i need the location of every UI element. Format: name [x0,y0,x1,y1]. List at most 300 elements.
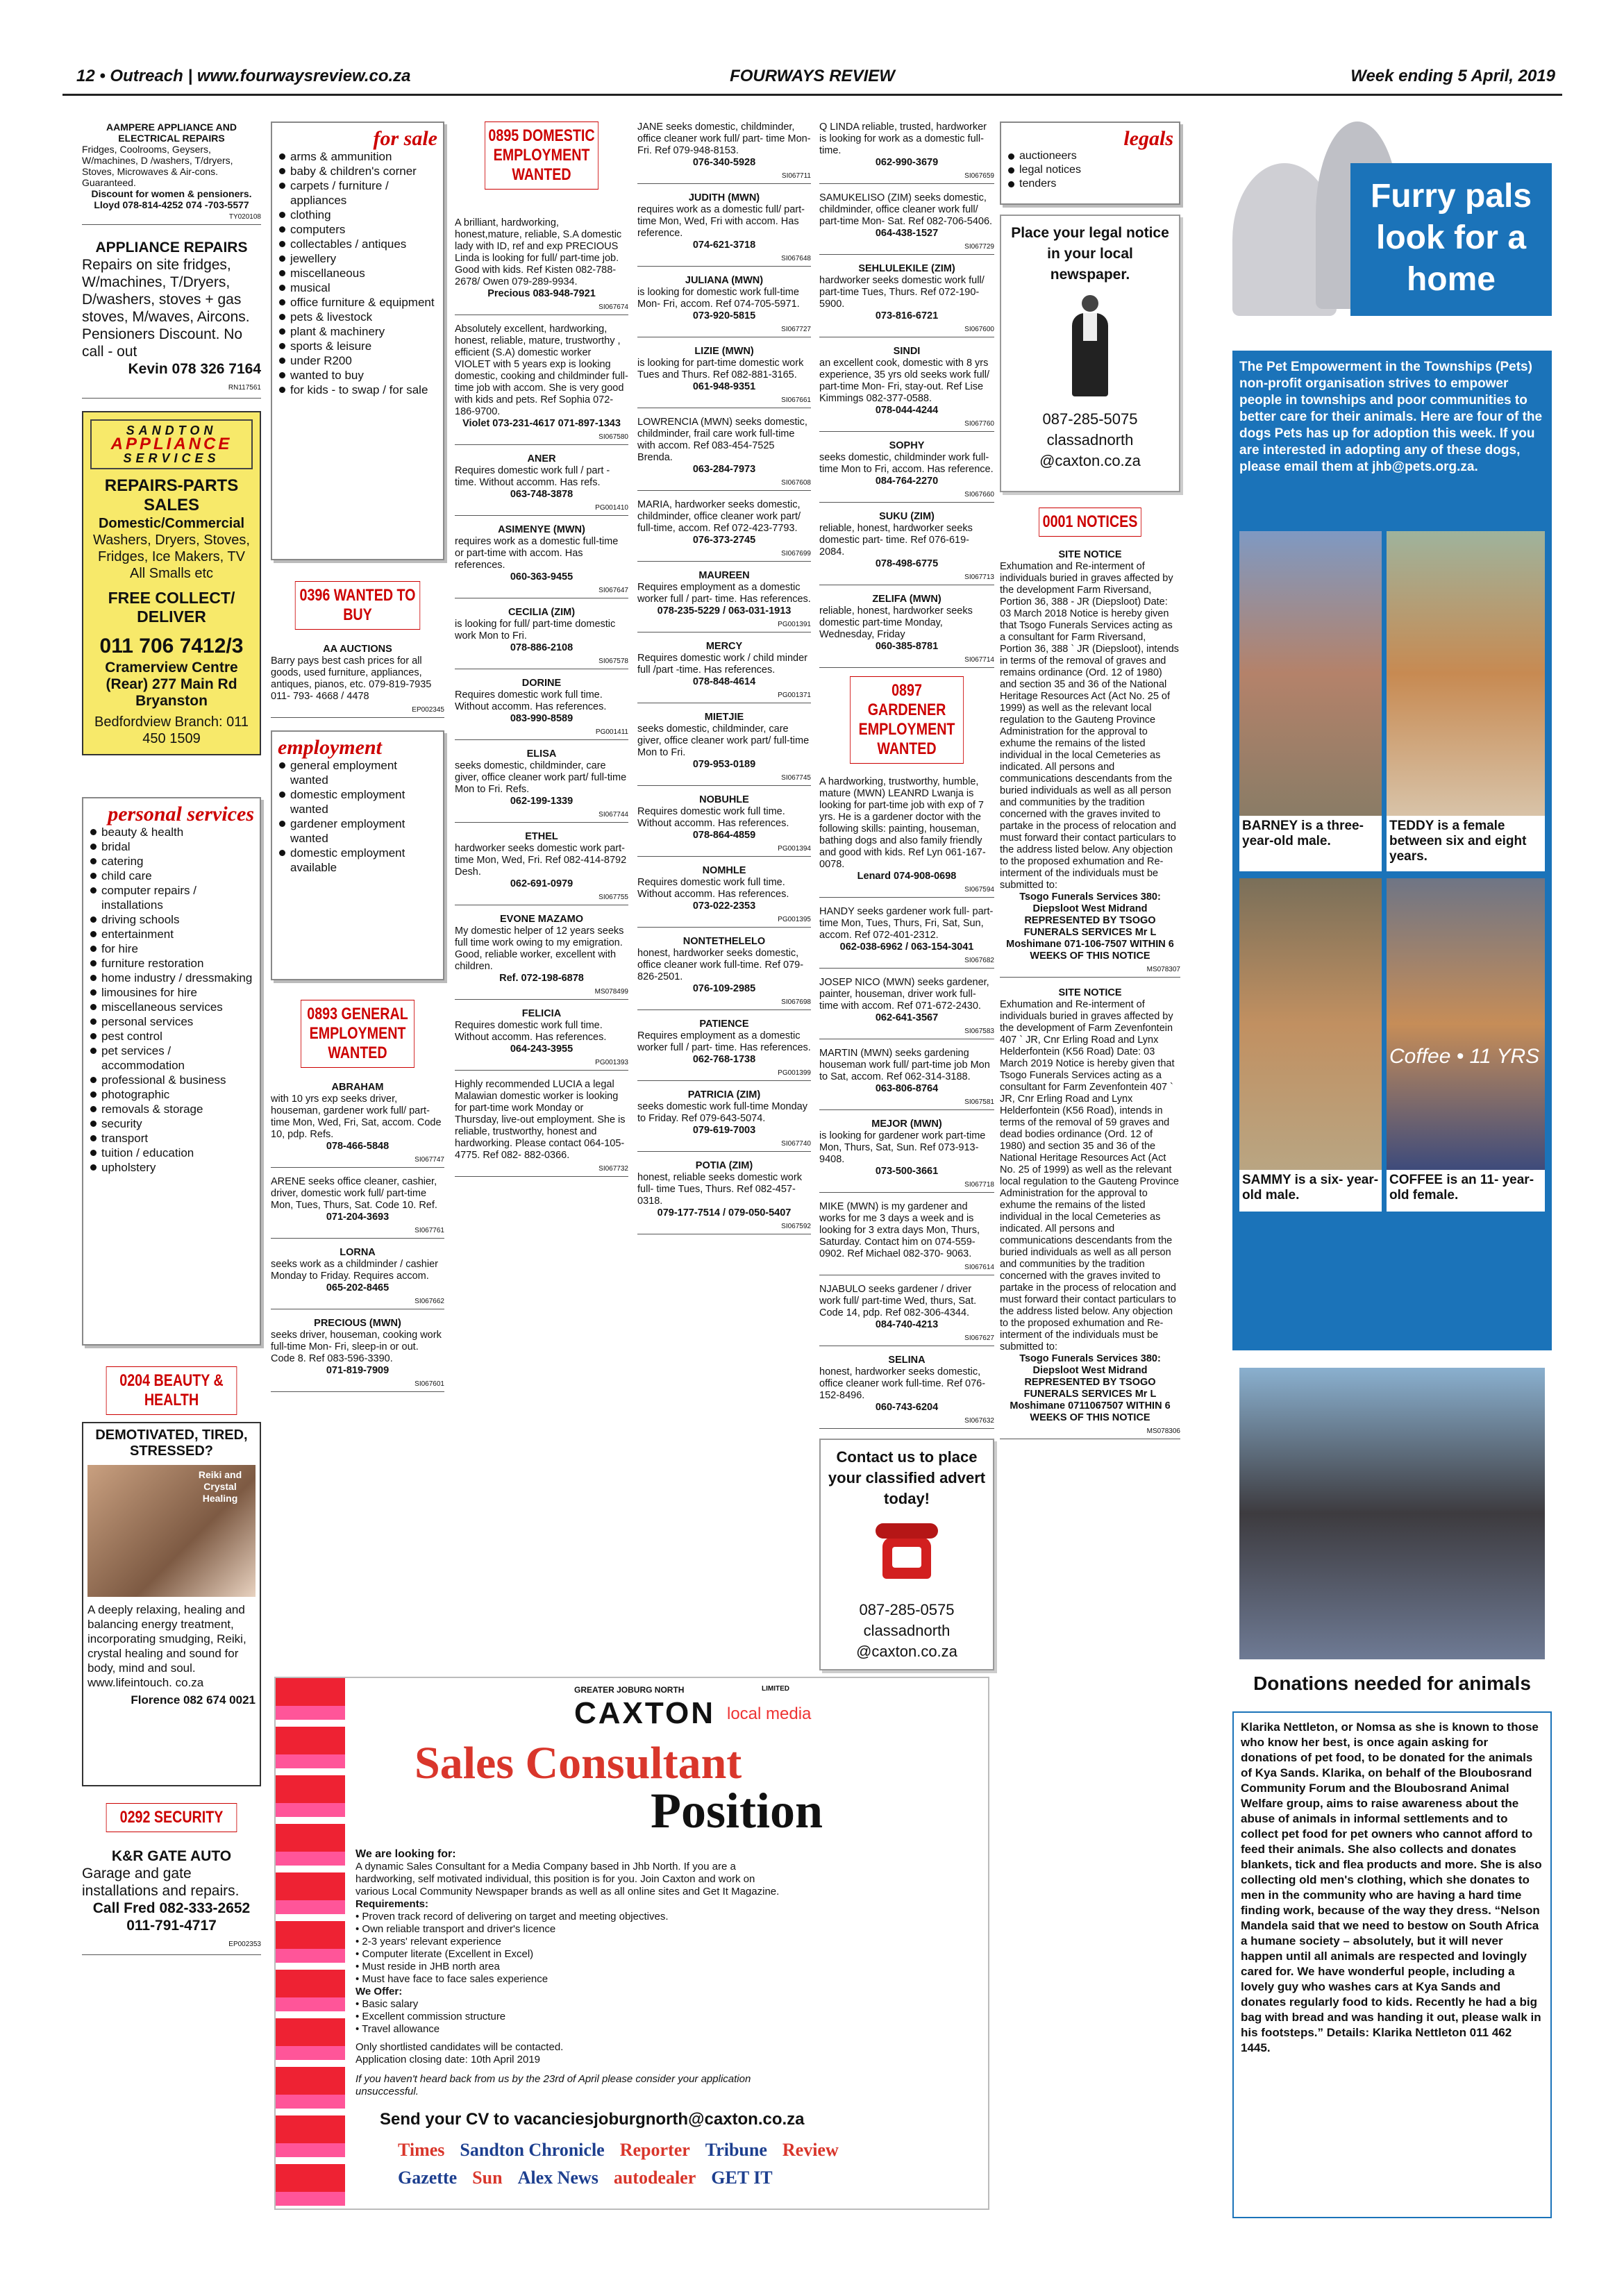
classified-ad [637,865,811,928]
place-email: classadnorth @caxton.co.za [1039,431,1141,469]
ad-hd: MAUREEN [698,570,750,581]
ad-hd: POTIA (ZIM) [695,1160,753,1171]
copy-line: • Must have face to face sales experience [355,1973,549,1985]
category-item: plant & machinery [278,324,437,339]
ad-hd: ZELIFA (MWN) [872,594,941,605]
general-employment-ads [271,1082,444,1392]
ad-hd: EVONE MAZAMO [499,914,584,925]
ad-body: ARENE seeks office cleaner, cashier, driver, domestic work full/ part-time Mon, Tues, Thurs, Sat. Code 10. Ref. [271,1176,437,1211]
classified-ad [271,1318,444,1392]
site-notice-1 [1000,549,1180,978]
pets-title-area [1232,121,1552,361]
ad-ph: 076-373-2745 [692,535,756,546]
ad-ph: 073-816-6721 [875,310,939,321]
classified-ad [455,607,628,669]
ad-ph: 062-038-6962 / 063-154-3041 [839,941,974,953]
ad-hd: SOPHY [889,440,925,451]
image-label: Coffee • 11 YRS [1389,1045,1540,1068]
ad-body: an excellent cook, domestic with 8 yrs experience, 35 yrs old seeks work full/ part-time Mon- Fri, stay-out. Ref Lise Kimmings 082-377-0588. [819,358,989,404]
ad-ref: SI067659 [819,170,994,184]
copy-line: • Must reside in JHB north area [355,1961,500,1972]
ad-hd: NONTETHELELO [683,936,766,947]
ad-ph: 073-920-5815 [692,310,756,321]
coffee-caption: COFFEE is an 11- year-old female. [1387,1170,1545,1212]
for-sale-box [271,121,444,560]
ad-body: reliable, honest, hardworker seeks domestic part- time. Ref 076-619-2084. [819,523,973,558]
category-item: driving schools [89,912,254,927]
ad-body: is looking for gardener work part-time Mon, Thurs, Sat, Sun. Ref 073-913-9408. [819,1130,986,1165]
ad-hd: ABRAHAM [331,1082,384,1093]
classified-ad [819,192,994,255]
classified-ad [455,831,628,905]
ad-hd: SINDI [893,346,921,357]
classified-ad [637,192,811,267]
ad-ph: 079-953-0189 [692,759,756,770]
category-title: legals [1123,127,1173,150]
classified-ad [271,1176,444,1239]
coffee-photo [1387,878,1545,1170]
offers-list [355,1998,786,2036]
caxton-logo: CAXTON [574,1696,715,1730]
ad-ph: 062-199-1339 [510,796,574,807]
ad-title: DEMOTIVATED, TIRED, STRESSED? [95,1427,248,1459]
category-item: domestic employment available [278,846,437,875]
category-item: computers [278,222,437,237]
personal-services-box [82,797,261,1346]
classified-ad [819,1284,994,1346]
classified-ad [637,121,811,184]
ad-ph: 063-284-7973 [692,464,756,475]
column-6 [1000,121,1180,1448]
ad-ph: 084-764-2270 [875,476,939,487]
ad-title: APPLIANCE REPAIRS [95,240,248,255]
classified-ad [455,748,628,823]
ad-ph: 073-500-3661 [875,1166,939,1177]
classified-ad [271,1247,444,1309]
ad-body: seeks work as a childminder / cashier Monday to Friday. Requires accom. [271,1259,438,1282]
notice-title: SITE NOTICE [1058,987,1122,998]
category-title: personal services [108,803,254,826]
classified-ad [819,1201,994,1275]
ad-body: MARTIN (MWN) seeks gardening houseman work full/ part-time job Mon to Sat, accom. Ref 062-314-3188. [819,1048,990,1082]
ad-ph: Lenard 074-908-0698 [857,871,957,882]
ad-hd: LORNA [340,1247,376,1258]
ad-ref: SI067713 [819,571,994,585]
ad-phone: Call Fred 082-333-2652 011-791-4717 [92,1900,251,1934]
column-4 [637,121,811,1243]
barney-photo [1239,531,1382,816]
classified-ad [637,417,811,491]
category-item: tuition / education [89,1146,254,1160]
category-item: jewellery [278,251,437,266]
ad-ph: 062-768-1738 [692,1054,756,1065]
classified-ad [455,678,628,740]
donations-story: Klarika Nettleton, or Nomsa as she is known to those who know her best, is once again asking for donations of pet food, to be donated for the animals of Kya Sands. Klarika, on behalf of the Bloubosrand Community Forum and the Bloubosrand Animal Welfare group, aims to raise awareness about the abuse of animals in informal settlements and to collect pet food for pet owners who cannot afford to feed their animals. She also collects and donates blankets, tick and flea products and more. She is also collecting old men's clothing, which she donates to men in the community who are having a hard time finding work, because of the way they dress. “Nelson Mandela said that we need to bestow on South Africa a humane society – absolutely, but it will never happen until all animals are respected and lovingly cared for. We have wonderful people, including a lovely guy who washes cars at Kya Sands and donates regularly food to kids. Recently he had a big bag with bread and was handing it out, please walk in his footsteps.” Details: Klarika Nettleton 011 462 1445. [1241,1720,1542,2054]
ad-body: A hardworking, trustworthy, humble, mature (MWN) LEANRD Lwanja is looking for part-time job with exp of 7 yrs. He is a gardener doctor with the following skills: painting, houseman, bathing dogs and also family friendly and good with kids. Ref Lyn 061-167-0078. [819,776,986,870]
ad-copy [355,1848,786,2098]
category-item: gardener employment wanted [278,816,437,846]
category-item: miscellaneous services [89,1000,254,1014]
reiki-image [87,1465,256,1597]
classified-ad [637,1089,811,1152]
classified-ad [819,977,994,1039]
ad-ref: RN117561 [82,379,261,399]
ad-hd: ETHEL [525,831,558,842]
domestic-ads-a [455,217,628,1177]
logo-line: APPLIANCE [110,435,233,453]
ad-hd: MIETJIE [704,712,744,723]
ad-hd: JUDITH (MWN) [688,192,760,203]
ad-body: Requires domestic work / child minder full /part -time. Has references. [637,653,807,676]
classified-ad [819,1048,994,1110]
employment-box [271,730,444,980]
ad-ref: SI067647 [455,585,628,598]
classified-ad [455,914,628,1000]
logo-line: SERVICES [123,451,220,465]
category-item: clothing [278,208,437,222]
ad-phone: Lloyd 078-814-4252 074 -703-5577 [94,199,249,210]
classified-ad [637,936,811,1010]
category-item: limousines for hire [89,985,254,1000]
classified-ad [271,1082,444,1168]
classified-ad [637,275,811,337]
ad-headline: Sales Consultant [415,1738,742,1788]
ad-phone: 011 706 7412/3 [99,635,244,657]
category-item: catering [89,854,254,869]
caxton-limited: LIMITED [762,1685,789,1693]
copy-line: • Basic salary [355,1998,419,2010]
ad-ref: SI067627 [819,1332,994,1346]
ad-hd: ELISA [526,748,557,760]
ad-ph: 078-848-4614 [692,676,756,687]
brand-logo: Review [782,2140,839,2160]
section-header: 0895 DOMESTIC EMPLOYMENT WANTED [485,121,598,190]
ad-hd: JULIANA (MWN) [685,275,764,286]
category-item: wanted to buy [278,368,437,383]
classified-ad [819,263,994,337]
ad-ph: 065-202-8465 [326,1282,390,1293]
ad-ref: SI067578 [455,655,628,669]
ad-ref: SI067760 [819,418,994,432]
page-header [62,65,1562,96]
category-item: arms & ammunition [278,149,437,164]
ad-ref: TY020108 [82,212,261,225]
telephone-icon [876,1516,938,1593]
ad-body: Requires employment as a domestic worker full / part- time. Has references. [637,1030,811,1053]
ad-body: Requires domestic work full / part - time. Without accomm. Has refs. [455,465,610,488]
category-item: collectables / antiques [278,237,437,251]
copy-line: • 2-3 years' relevant experience [355,1936,501,1947]
domestic-ads-c [819,121,994,668]
brand-logo: Times [398,2140,445,2160]
caxton-region: GREATER JOBURG NORTH [574,1685,685,1695]
ad-body: Requires domestic work full time. Without accomm. Has references. [455,689,607,712]
classified-ad [637,1019,811,1081]
ad-ref: SI067614 [819,1262,994,1275]
ad-ph: 078-235-5229 / 063-031-1913 [657,605,792,617]
ad-hd: DORINE [521,678,562,689]
ad-ref: SI067761 [271,1225,444,1239]
copy-line: • Own reliable transport and driver's licence [355,1923,556,1935]
ad-ref: SI067711 [637,170,811,184]
classified-ad [819,906,994,969]
ad-body: honest, hardworker seeks domestic, office cleaner work full-time. Ref 079-826-2501. [637,948,804,982]
ad-hd: PATRICIA (ZIM) [687,1089,761,1100]
category-item: child care [89,869,254,883]
notice-ref: MS078306 [1000,1425,1180,1439]
masthead-name: FOURWAYS REVIEW [730,67,895,85]
ad-body: Washers, Dryers, Stoves, Fridges, Ice Makers, TV All Smalls etc [93,533,250,581]
ad-ref: PG001410 [455,502,628,516]
decorative-squares [276,1678,345,2209]
classified-ad [637,499,811,562]
classified-ad [455,453,628,516]
ad-body: with 10 yrs exp seeks driver, houseman, gardener work full/ part-time Mon, Wed, Fri, Sat, accom. Code 10, pdp. Refs. [271,1093,442,1140]
ad-ph: 083-990-8589 [510,713,574,724]
classified-ad [819,511,994,585]
category-item: under R200 [278,353,437,368]
ad-ref: SI067682 [819,955,994,969]
ad-body: Requires domestic work full time. Without accomm. Has references. [637,806,789,829]
contact-title: Contact us to place your classified advert today! [828,1448,986,1507]
place-legal-box [1000,215,1180,492]
ad-ph: 063-748-3878 [510,489,574,500]
brand-logo: Sun [472,2168,503,2188]
ad-ref: SI067755 [455,891,628,905]
classified-ad [819,1355,994,1429]
pets-intro: The Pet Empowerment in the Townships (Pets) non-profit organisation strives to empower people in townships and poor communities to better care for their animals. Here are four of the dogs Pets has up for adoption this week. If you are interested in adopting any of these dogs, please email them at jhb@pets.org.za. [1239,360,1543,474]
ad-ref: SI067699 [637,548,811,562]
ad-ref: SI067608 [637,477,811,491]
page-folio: 12 • Outreach | www.fourwaysreview.co.za [76,67,411,85]
domestic-ads-b [637,121,811,1234]
column-5 [819,121,994,1670]
donations-box [1232,1711,1552,2218]
copy-closing: Application closing date: 10th April 2019 [355,2054,541,2065]
ad-body: requires work as a domestic full/ part-time Mon, Wed, Fri with accom. Has reference. [637,204,805,239]
ad-hd: NOMHLE [702,865,746,876]
ad-ph: 060-363-9455 [510,571,574,583]
category-item: home industry / dressmaking [89,971,254,985]
ad-ref: SI067583 [819,1025,994,1039]
ad-body: honest, hardworker seeks domestic, office cleaner work full-time. Ref 076-152-8496. [819,1366,986,1401]
ad-ph: 078-466-5848 [326,1141,390,1152]
category-item: removals & storage [89,1102,254,1116]
ad-ref: SI067661 [637,394,811,408]
ad-ph: 076-340-5928 [692,157,756,168]
copy-note: Only shortlisted candidates will be contacted. [355,2041,564,2053]
copy-heading: Requirements: [355,1898,429,1910]
notice-body: Exhumation and Re-interment of individuals buried in graves affected by the development Farm Riversand, Portion 36, 388 - JR (Diepsloot) Date: 03 March 2018 Notice is hereby given that Tsogo Funerals Services acting as a consultant for Farm Riversand, Portion 36, 388 ` JR (Diepsloot), intends in terms of the removal of graves and remains ordinance (Ord. 12 of 1980) and section 35 and 36 of the National Heritage Resources Act (Act No. 25 of 1999) as well as the relevant local regulation to the Gauteng Province Administration for the approval to exhume the remains of the listed individual in the local Cemeteries as indicated. All persons and communications descendants from the buried individuals as well as all person and communities by the tradition concerned with the graves invited to partake in the process of relocation and must forward their contact particulars to the address listed below. Any objection to the proposed exhumation and Re-interment of the individuals must be submitted to: [1000,561,1179,891]
copy-heading: We Offer: [355,1986,403,1997]
classified-ad [637,641,811,703]
ad-ref: SI067581 [819,1096,994,1110]
ad-ref: PG001393 [455,1057,628,1071]
category-list [89,825,254,1175]
ad-ph: 071-819-7909 [326,1365,390,1376]
category-item: entertainment [89,927,254,941]
ad-hd: ASIMENYE (MWN) [498,524,585,535]
aa-auctions-ad [271,644,444,718]
ad-body: My domestic helper of 12 years seeks full time work owing to my emigration. Good, reliable worker, excellent with children. [455,925,624,972]
ad-body: seeks domestic, childminder work full-time Mon to Fri, accom. Has reference. [819,452,994,475]
ad-body: is looking for full/ part-time domestic work Mon to Fri. [455,619,616,642]
ad-ref: SI067580 [455,431,628,445]
section-header: 0292 SECURITY [106,1803,237,1832]
category-item: bridal [89,839,254,854]
ad-body: HANDY seeks gardener work full- part-time Mon, Tues, Thurs, Fri, Sat, Sun, accom. Ref 072-401-2312. [819,906,994,941]
category-item: office furniture & equipment [278,295,437,310]
notice-body: Exhumation and Re-interment of individuals buried in graves affected by the development of Farm Zevenfontein 407 ` JR, Cnr Erling Road and Lynx Helderfontein (K56 Road) Date: 03 March 2019 Notice is hereby given that Tsogo Funerals Services acting as a consultant for Farm Zevenfontein 407 ` JR, Cnr Erling Road and Lynx Helderfontein (K56 Road), intends in terms of the removal of 59 graves and dead bodies ordinance (Ord. 12 of 1980) and section 35 and 36 of the National Heritage Resources Act (Act No. 25 of 1999) as well as the relevant local regulation to the Gauteng Province Administration for the approval to exhume the remains of the listed individual in the local Cemeteries as indicated. All persons and communications descendants from the buried individuals as well as all person and communities by the tradition concerned with the graves invited to partake in the process of relocation and must forward their contact particulars to the address listed below. Any objection to the proposed exhumation and Re-interment of the individuals must be submitted to: [1000,999,1179,1352]
column-2 [271,121,444,1400]
ad-title: AA AUCTIONS [323,644,392,655]
ad-body: SAMUKELISO (ZIM) seeks domestic, childminder, office cleaner work full/ part-time Mon- Sat. Ref 082-706-5406. [819,192,993,227]
contact-classified-box [819,1439,994,1670]
ad-ph: 079-177-7514 / 079-050-5407 [657,1207,792,1218]
ad-body: hardworker seeks domestic work part-time Mon, Wed, Fri. Ref 082-414-8792 Desh. [455,843,627,878]
classified-ad [455,1008,628,1071]
teddy-photo [1387,531,1545,816]
legals-box [1000,121,1180,205]
ad-ph: Precious 083-948-7921 [487,288,596,299]
section-header: 0897 GARDENER EMPLOYMENT WANTED [850,676,964,764]
category-item: legal notices [1007,163,1173,177]
copy-line: • Travel allowance [355,2023,440,2035]
category-title: for sale [373,127,437,150]
ad-body: Repairs on site fridges, W/machines, T/Dryers, D/washers, stoves + gas stoves, M/waves, Aircons. Pensioners Discount. No call - out [82,257,250,360]
ad-ph: 064-243-3955 [510,1044,574,1055]
category-item: baby & children's corner [278,164,437,178]
ad-body: JOSEP NICO (MWN) seeks gardener, painter, houseman, driver work full-time with accom. Ref 071-672-2430. [819,977,989,1012]
category-item: sports & leisure [278,339,437,353]
copy-line: • Proven track record of delivering on target and meeting objectives. [355,1911,669,1922]
ad-phone: Florence 082 674 0021 [131,1693,256,1707]
category-item: pet services / accommodation [89,1044,254,1073]
ad-hd: ANER [527,453,556,464]
classified-ad [819,1118,994,1193]
ad-ph: 078-886-2108 [510,642,574,653]
ad-phone: Kevin 078 326 7164 [128,361,261,377]
donations-photo [1239,1368,1545,1659]
column-3 [455,121,628,1185]
ad-body: Requires domestic work full time. Without accomm. Has references. [455,1020,607,1043]
category-item: photographic [89,1087,254,1102]
category-item: pest control [89,1029,254,1044]
ad-hd: PATIENCE [699,1019,749,1030]
caxton-sales-ad [274,1677,989,2210]
ad-subtitle: Domestic/Commercial [98,516,245,531]
ad-hd: NOBUHLE [699,794,749,805]
ad-ref: SI067660 [819,489,994,503]
category-item: miscellaneous [278,266,437,280]
gardener-ads [819,776,994,1429]
requirements-list [355,1911,786,1986]
ad-ref: SI067744 [455,809,628,823]
category-item: domestic employment wanted [278,787,437,816]
ad-hd: PRECIOUS (MWN) [314,1318,401,1329]
brand-logo: Reporter [619,2140,690,2160]
ad-body: seeks domestic work full-time Monday to Friday. Ref 079-643-5074. [637,1101,807,1124]
category-item: for hire [89,941,254,956]
category-item: upholstery [89,1160,254,1175]
issue-date: Week ending 5 April, 2019 [1350,67,1555,85]
column-1 [82,121,261,1963]
ad-hd: FELICIA [521,1008,562,1019]
classified-ad [637,346,811,408]
logo-line: SANDTON [126,424,217,437]
ad-body: A brilliant, hardworking, honest,mature, reliable, S.A domestic lady with ID, ref and exp PRECIOUS Linda is looking for full/ part-time job. Good with kids. Ref Kisten 082-788-2678/ Owen 079-289-9934. [455,217,622,287]
category-title: employment [278,736,382,759]
apply-email: Send your CV to vacanciesjoburgnorth@caxton.co.za [380,2110,805,2129]
ad-body: is looking for domestic work full-time Mon- Fri, accom. Ref 074-705-5971. [637,287,800,310]
ad-title: AAMPERE APPLIANCE AND ELECTRICAL REPAIRS [106,121,237,144]
sammy-caption: SAMMY is a six- year-old male. [1239,1170,1382,1212]
classified-ad [637,712,811,786]
ad-ph: 078-044-4244 [875,405,939,416]
category-item: musical [278,280,437,295]
brand-logos [394,2140,894,2188]
aampere-ad [82,121,261,225]
ad-ph: 078-864-4859 [692,830,756,841]
section-header: 0893 GENERAL EMPLOYMENT WANTED [301,1000,415,1068]
ad-ref: SI067594 [819,884,994,898]
pets-headline: Furry pals look for a home [1350,163,1552,316]
ad-ref: EP002353 [82,1936,261,1955]
ad-ref: PG001411 [455,726,628,740]
classified-ad [637,570,811,632]
ad-ph: 060-743-6204 [875,1402,939,1413]
ad-address: Cramerview Centre (Rear) 277 Main Rd Bryanston [105,660,238,709]
notice-contact: Tsogo Funerals Services 380: Diepsloot West Midrand REPRESENTED BY TSOGO FUNERALS SERVICES Mr L Moshimane 071-106-7507 WITHIN 6 WEEKS OF THIS NOTICE [1006,891,1174,962]
ad-body: JANE seeks domestic, childminder, office cleaner work full/ part- time Mon- Fri. Ref 079-948-8153. [637,121,811,156]
kr-gate-ad [82,1847,261,1955]
ad-hd: SUKU (ZIM) [879,511,935,522]
category-item: transport [89,1131,254,1146]
copy-intro: A dynamic Sales Consultant for a Media Company based in Jhb North. If you are a hardworking, self motivated individual, this position is for you. Join Caxton and work on various Local Community Newspaper brands as well as all online sites and Get It Magazine. [355,1861,780,1897]
ad-title: REPAIRS-PARTS SALES [104,476,239,514]
ad-body: Requires employment as a domestic worker full / part- time. Has references. [637,582,811,605]
notice-ref: MS078307 [1000,964,1180,978]
copy-line: • Excellent commission structure [355,2011,506,2022]
category-item: pets & livestock [278,310,437,324]
category-item: professional & business [89,1073,254,1087]
ad-body: reliable, honest, hardworker seeks domestic part-time Monday, Wednesday, Friday [819,605,973,640]
ad-body: honest, reliable seeks domestic work full- time Tues, Thurs. Ref 082-457-0318. [637,1172,802,1207]
image-label: Reiki and Crystal Healing [198,1469,242,1504]
ad-ref: SI067632 [819,1415,994,1429]
classified-ad [819,346,994,432]
ad-body: Fridges, Coolrooms, Geysers, W/machines, D /washers, T/dryers, Stoves, Microwaves & Air-cons. Guaranteed. [82,144,233,188]
category-item: beauty & health [89,825,254,839]
ad-ref: SI067740 [637,1138,811,1152]
site-notice-2 [1000,987,1180,1439]
ad-ref: SI067662 [271,1296,444,1309]
sandton-appliance-ad [82,411,261,755]
ad-ref: SI067674 [455,301,628,315]
brand-logo: Tribune [705,2140,767,2160]
ad-body: seeks driver, houseman, cooking work full-time Mon- Fri, sleep-in or out. Code 8. Ref 083-596-3390. [271,1330,442,1364]
category-list [1007,149,1173,191]
contact-email: classadnorth @caxton.co.za [856,1622,957,1660]
category-item: auctioneers [1007,149,1173,163]
brand-logo: autodealer [613,2168,696,2188]
ad-body: Requires domestic work full time. Without accomm. Has references. [637,877,789,900]
ad-body: MARIA, hardworker seeks domestic, childminder, office cleaner work part/ full-time, accom. Ref 072-423-7793. [637,499,801,534]
ad-ph: Violet 073-231-4617 071-897-1343 [462,418,621,429]
teddy-caption: TEDDY is a female between six and eight years. [1387,816,1545,871]
donations-headline: Donations needed for animals [1253,1673,1531,1694]
classified-ad [455,1079,628,1177]
